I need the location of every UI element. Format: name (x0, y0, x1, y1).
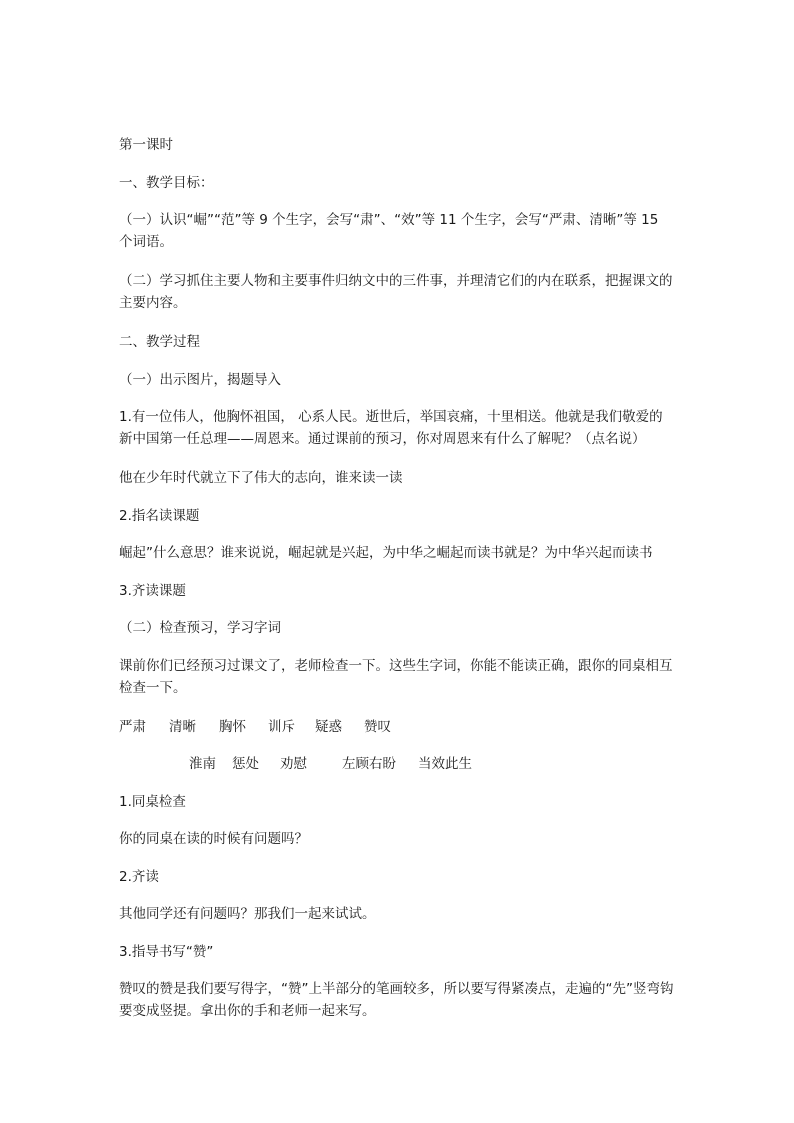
step-2-paragraph-6: 3.指导书写“赞” (119, 944, 214, 960)
step-2-paragraph-5: 其他同学还有问题吗？那我们一起来试试。 (119, 906, 376, 922)
vocab-word: 惩处 (232, 756, 259, 772)
step-2-paragraph-7: 赞叹的赞是我们要写得字，“赞”上半部分的笔画较多，所以要写得紧凑点，走遍的“先”竖弯钩要变成竖提。拿出你的手和老师一起来写。 (119, 981, 674, 1019)
step-2-heading: （二）检查预习，学习字词 (119, 620, 281, 636)
vocabulary-row-1 (119, 716, 679, 738)
step-1-paragraph-1: 1.有一位伟人，他胸怀祖国， 心系人民。逝世后，举国哀痛，十里相送。他就是我们敬爱的新中国第一任总理——周恩来。通过课前的预习，你对周恩来有什么了解呢？（点名说） (119, 409, 663, 447)
step-2-paragraph-1: 课前你们已经预习过课文了，老师检查一下。这些生字词，你能不能读正确，跟你的同桌相互检查一下。 (119, 658, 673, 696)
step-1-heading: （一）出示图片，揭题导入 (119, 372, 281, 388)
vocab-word: 清晰 (169, 719, 196, 735)
section-heading-process: 二、教学过程 (119, 334, 200, 350)
vocab-word: 赞叹 (364, 719, 391, 735)
step-2-paragraph-3: 你的同桌在读的时候有问题吗？ (119, 831, 308, 847)
vocab-word: 劝慰 (280, 756, 307, 772)
step-1-paragraph-3: 2.指名读课题 (119, 508, 200, 524)
step-2-paragraph-2: 1.同桌检查 (119, 794, 186, 810)
vocab-word: 左顾右盼 (342, 756, 396, 772)
step-1-paragraph-4: 崛起”什么意思？谁来说说，崛起就是兴起，为中华之崛起而读书就是？为中华兴起而读书 (119, 545, 653, 561)
vocab-word: 疑惑 (315, 719, 342, 735)
lesson-title: 第一课时 (119, 137, 173, 153)
vocab-word: 胸怀 (219, 719, 246, 735)
step-1-paragraph-5: 3.齐读课题 (119, 583, 186, 599)
section-heading-goals: 一、教学目标： (119, 175, 214, 191)
vocab-word: 当效此生 (418, 756, 472, 772)
vocab-word: 淮南 (189, 756, 216, 772)
goal-2-paragraph: （二）学习抓住主要人物和主要事件归纳文中的三件事，并理清它们的内在联系，把握课文的主要内容。 (119, 273, 673, 311)
step-1-paragraph-2: 他在少年时代就立下了伟大的志向，谁来读一读 (119, 470, 403, 486)
goal-1-paragraph: （一）认识“崛”“范”等 9 个生字，会写“肃”、“效”等 11 个生字，会写“严肃、清晰”等 15 个词语。 (119, 212, 659, 250)
vocab-word: 严肃 (119, 719, 146, 735)
vocabulary-row-2 (189, 753, 749, 775)
vocab-word: 训斥 (268, 719, 295, 735)
step-2-paragraph-4: 2.齐读 (119, 869, 159, 885)
